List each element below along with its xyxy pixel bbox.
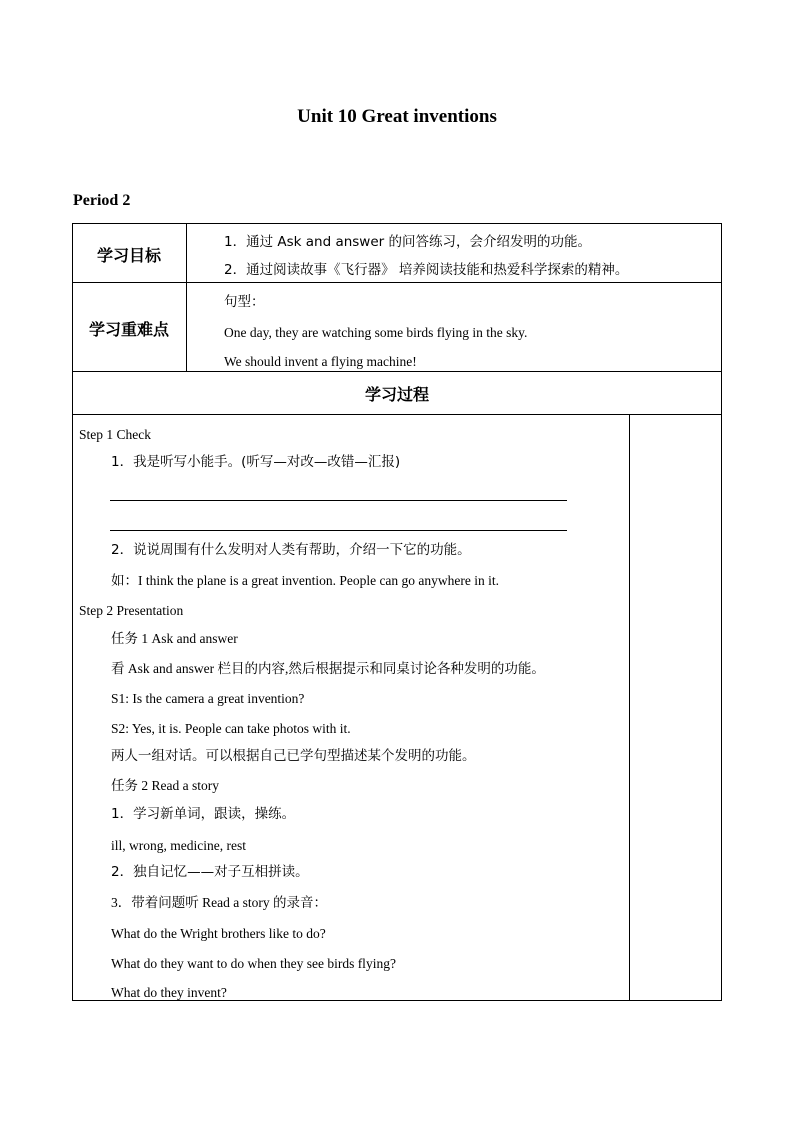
row-divider-3 xyxy=(72,414,722,415)
process-line-6: 任务 1 Ask and answer xyxy=(111,631,238,646)
process-line-4: 如：I think the plane is a great invention. People can go anywhere in it. xyxy=(111,573,500,588)
process-line-8: S1: Is the camera a great invention? xyxy=(111,691,305,706)
process-line-11: 任务 2 Read a story xyxy=(111,778,219,793)
period-heading: Period 2 xyxy=(73,192,131,209)
process-line-13: ill, wrong, medicine, rest xyxy=(111,838,246,853)
notes-column-divider xyxy=(629,414,630,1001)
answer-blank-2[interactable] xyxy=(110,530,567,531)
process-line-14: 2．独自记忆——对子互相拼读。 xyxy=(111,864,309,880)
answer-blank-1[interactable] xyxy=(110,500,567,501)
process-line-9: S2: Yes, it is. People can take photos with it. xyxy=(111,721,351,736)
process-line-1: Step 1 Check xyxy=(79,427,151,442)
label-column-divider xyxy=(186,223,187,371)
process-line-2: 1．我是听写小能手。(听写—对改—改错—汇报) xyxy=(111,454,401,470)
objective-item-1: 1．通过 Ask and answer 的问答练习，会介绍发明的功能。 xyxy=(224,234,591,250)
process-line-3: 2．说说周围有什么发明对人类有帮助，介绍一下它的功能。 xyxy=(111,542,471,558)
process-line-12: 1．学习新单词，跟读，操练。 xyxy=(111,806,296,822)
process-line-7: 看 Ask and answer 栏目的内容,然后根据提示和同桌讨论各种发明的功能。 xyxy=(111,661,545,676)
document-title: Unit 10 Great inventions xyxy=(297,106,497,127)
key-points-line-3: We should invent a flying machine! xyxy=(224,354,417,369)
row-divider-2 xyxy=(72,371,722,372)
key-points-line-1: 句型： xyxy=(224,294,265,310)
key-points-line-2: One day, they are watching some birds flying in the sky. xyxy=(224,325,528,340)
row-divider-1 xyxy=(72,282,722,283)
process-line-5: Step 2 Presentation xyxy=(79,603,184,618)
process-line-18: What do they invent? xyxy=(111,985,227,1000)
process-line-17: What do they want to do when they see birds flying? xyxy=(111,956,396,971)
objectives-label: 学习目标 xyxy=(96,246,161,265)
process-line-10: 两人一组对话。可以根据自己已学句型描述某个发明的功能。 xyxy=(111,748,476,764)
objective-item-2: 2．通过阅读故事《飞行器》 培养阅读技能和热爱科学探索的精神。 xyxy=(224,262,629,278)
key-points-label: 学习重难点 xyxy=(88,320,169,339)
process-header: 学习过程 xyxy=(364,385,429,404)
process-line-15: 3．带着问题听 Read a story 的录音： xyxy=(111,895,327,910)
process-line-16: What do the Wright brothers like to do? xyxy=(111,926,326,941)
